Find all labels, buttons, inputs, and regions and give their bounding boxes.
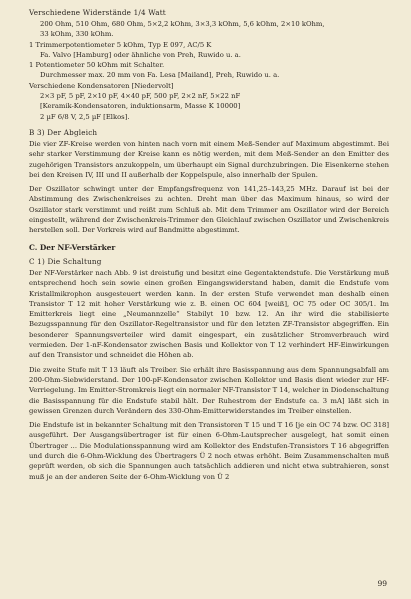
nf-paragraph-1: Der NF-Verstärker nach Abb. 9 ist dreistufig und besitzt eine Gegentaktendstufe. Die Verstärkung muß entsprechend hoch sein sowie einen großen Eingangswiderstand haben, damit die Endstufe vom Kristallmikrophon ausgesteuert werden kann. In der ersten Stufe verwendet man deshalb einen Transistor T 12 mit hoher Verstärkung wie z. B. einen OC 604 [weiß], OC 75 oder OC 305/1. Im Emitterkreis liegt eine „Neumannzelle“ Stabilyt 10 bzw. 12. An ihr wird die stabilisierte Bezugsspannung für den Oszillator-Regeltransistor und für den letzten ZF-Transistor abgegriffen. Ein besonderer Spannungsverteiler wird damit eingespart, ein zusätzlicher Stromverbrauch wird vermieden. Der 1-nF-Kondensator zwischen Basis und Kollektor von T 12 verhindert HF-Einwirkungen auf den Transistor und schneidet die Höhen ab. bbox=[29, 268, 389, 360]
abgleich-paragraph-1: Die vier ZF-Kreise werden von hinten nach vorn mit einem Meß-Sender auf Maximum abgestimmt. Bei sehr starker Verstimmung der Kreise kann es nötig werden, mit dem Meß-Sender an den Emitter des zugehörigen Transistors anzukoppeln, um überhaupt ein Signal durchzubringen. Die Eisenkerne stehen bei den Kreisen IV, III und II außerhalb der Koppelspule, also innerhalb der Spulen. bbox=[29, 139, 389, 179]
trimmer-line-1: 1 Trimmerpotentiometer 5 kOhm, Typ E 097, AC/5 K bbox=[29, 40, 212, 49]
trimmer-line-2: Fa. Valvo [Hamburg] oder ähnliche von Preh, Ruwido u. a. bbox=[40, 50, 241, 59]
capacitors-line-1: 2×3 pF, 5 pF, 2×10 pF, 4×40 pF, 500 pF, 2×2 nF, 5×22 nF bbox=[40, 92, 241, 101]
section-nf-verstaerker: C. Der NF-Verstärker bbox=[29, 242, 116, 252]
resistors-line-2: 33 kOhm, 330 kOhm. bbox=[40, 30, 114, 39]
heading-abgleich: B 3) Der Abgleich bbox=[29, 127, 98, 137]
resistors-line-1: 200 Ohm, 510 Ohm, 680 Ohm, 5×2,2 kOhm, 3×3,3 kOhm, 5,6 kOhm, 2×10 kOhm, bbox=[40, 20, 325, 28]
nf-paragraph-2: Die zweite Stufe mit T 13 läuft als Treiber. Sie erhält ihre Basisspannung aus dem Spannungsabfall am 200-Ohm-Siebwiderstand. Der 100-pF-Kondensator zwischen Kollektor und Basis dient wieder zur HF-Verriegelung. Im Emitter-Stromkreis liegt ein normaler NF-Transistor T 14, welcher in Diodenschaltung die Basisspannung für die Endstufe stabil hält. Der Ruhestrom der Endstufe ca. 3 mA] läßt sich in gewissen Grenzen durch Verändern des 330-Ohm-Emitterwiderstandes im Treiber einstellen. bbox=[29, 365, 389, 415]
capacitors-title: Verschiedene Kondensatoren [Niedervolt] bbox=[29, 81, 174, 90]
potentiometer-line-1: 1 Potentiometer 50 kOhm mit Schalter. bbox=[29, 61, 165, 70]
abgleich-paragraph-2: Der Oszillator schwingt unter der Empfangsfrequenz von 141,25–143,25 MHz. Darauf ist bei der Abstimmung des Zwischenkreises zu achten. Dreht man über das Maximum hinaus, so wird der Oszillator stark verstimmt und reißt zum Schluß ab. Mit dem Trimmer am Oszillator wird der Bereich eingestellt, während der Zwischenkreis-Trimmer den Gleichlauf zwischen Oszillator und Zwischenkreis herstellen soll. Der Vorkreis wird auf Bandmitte abgestimmt. bbox=[29, 185, 389, 235]
capacitors-line-2: [Keramik-Kondensatoren, induktionsarm, Masse K 10000] bbox=[40, 102, 241, 111]
page-number: 99 bbox=[377, 579, 387, 588]
capacitors-line-3: 2 µF 6/8 V, 2,5 µF [Elkos]. bbox=[40, 112, 130, 121]
nf-paragraph-3: Die Endstufe ist in bekannter Schaltung mit den Transistoren T 15 und T 16 [je ein OC 74 bzw. OC 318] ausgeführt. Der Ausgangsübertrager ist für einen 6-Ohm-Lautsprecher ausgelegt, hat somit einen Übertrager ... Die Modulationsspannung wird am Kollektor des Endstufen-Transistors T 16 abgegriffen und durch die 6-Ohm-Wicklung des Übertragers Ü 2 noch etwas erhöht. Beim Zusammenschalten muß geprüft werden, ob sich die Spannungen auch tatsächlich addieren und nicht etwa subtrahieren, sonst muß je an der anderen Seite der 6-Ohm-Wicklung von Ü 2 bbox=[29, 421, 389, 481]
heading-schaltung: C 1) Die Schaltung bbox=[29, 256, 102, 266]
resistors-title: Verschiedene Widerstände 1/4 Watt bbox=[29, 8, 166, 17]
potentiometer-line-2: Durchmesser max. 20 mm von Fa. Lesa [Mailand], Preh, Ruwido u. a. bbox=[40, 71, 280, 80]
